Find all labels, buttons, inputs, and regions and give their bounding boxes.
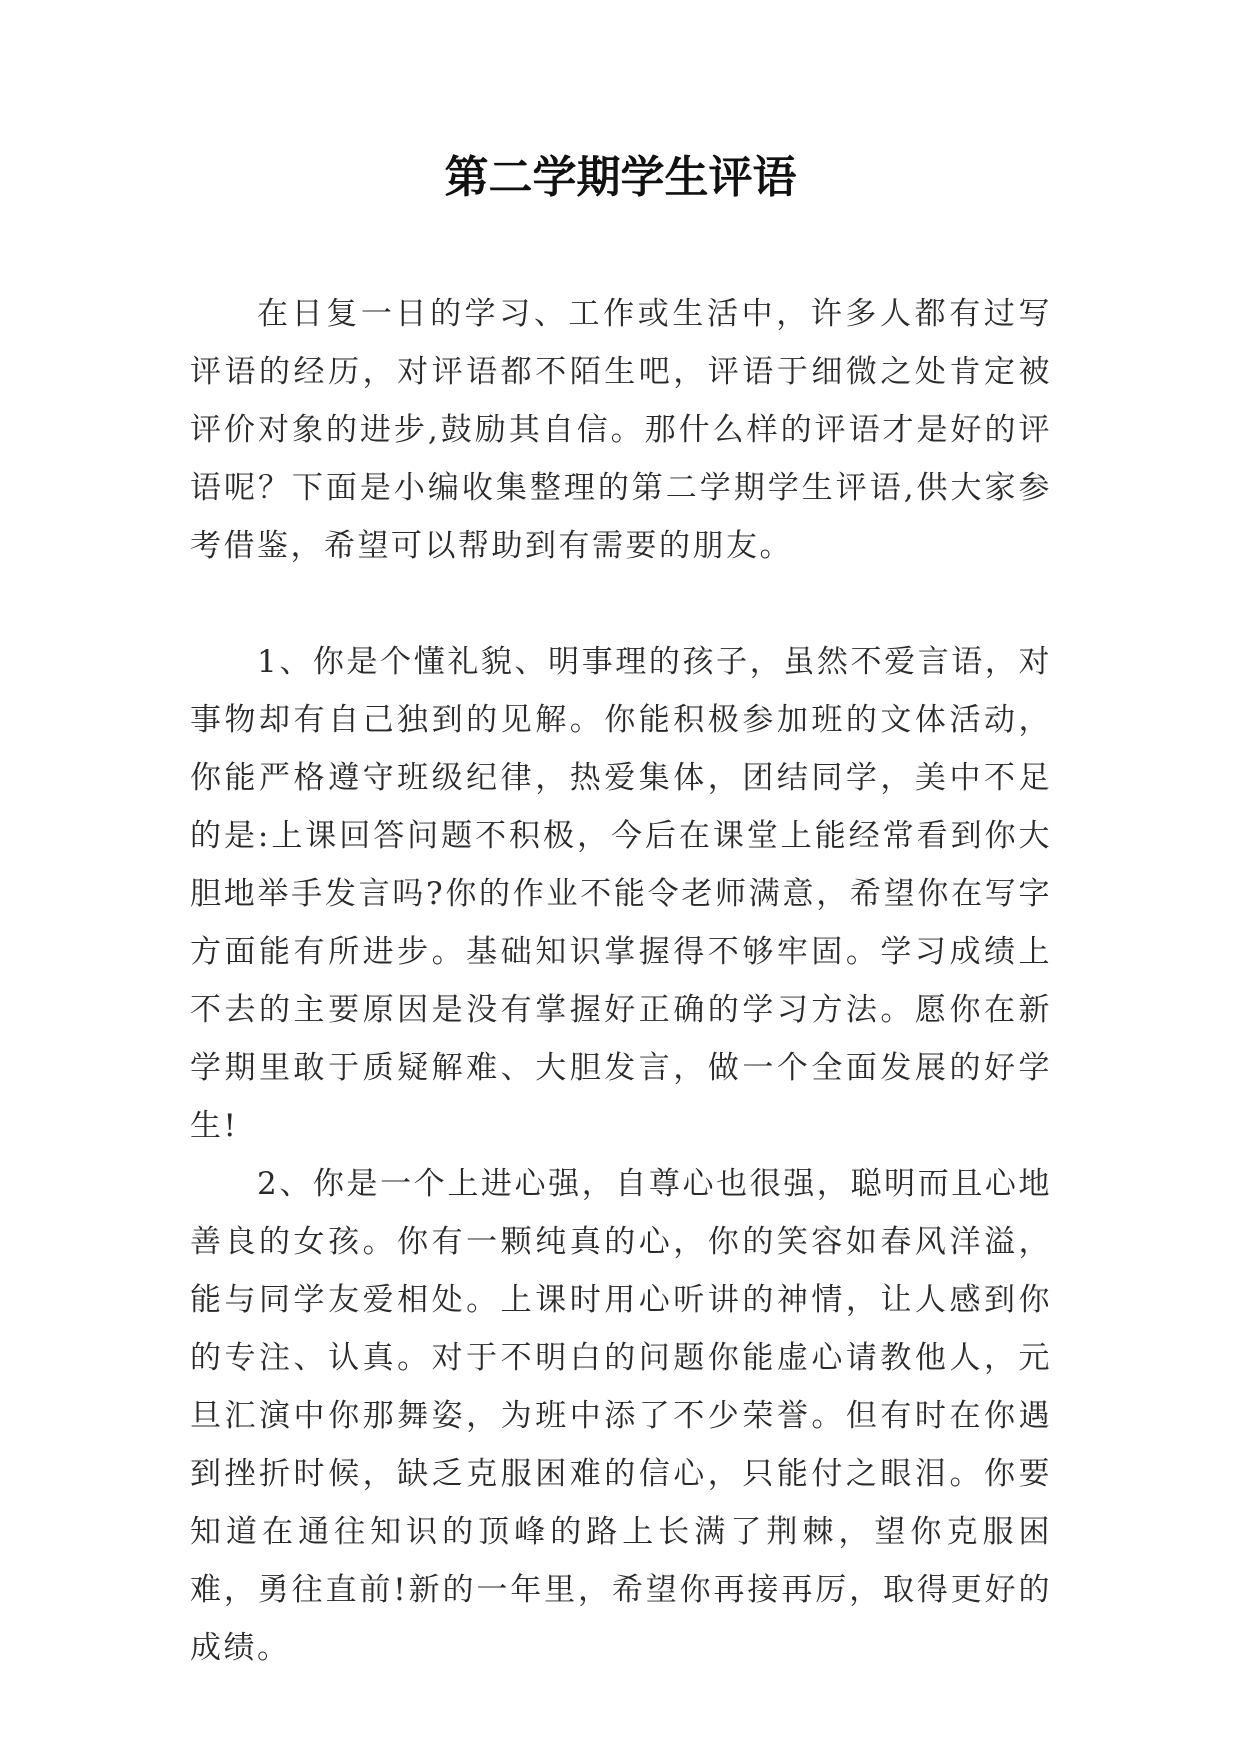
- intro-section: [190, 285, 1052, 575]
- comment-paragraph-2: 2、你是一个上进心强，自尊心也很强，聪明而且心地善良的女孩。你有一颗纯真的心，你的笑容如春风洋溢，能与同学友爱相处。上课时用心听讲的神情，让人感到你的专注、认真。对于不明白的问题你能虚心请教他人，元旦汇演中你那舞姿，为班中添了不少荣誉。但有时在你遇到挫折时候，缺乏克服困难的信心，只能付之眼泪。你要知道在通往知识的顶峰的路上长满了荆棘，望你克服困难，勇往直前!新的一年里，希望你再接再厉，取得更好的成绩。: [190, 1166, 1052, 1666]
- comment-paragraph-1: 1、你是个懂礼貌、明事理的孩子，虽然不爱言语，对事物却有自己独到的见解。你能积极参加班的文体活动，你能严格遵守班级纪律，热爱集体，团结同学，美中不足的是:上课回答问题不积极，今后在课堂上能经常看到你大胆地举手发言吗?你的作业不能令老师满意，希望你在写字方面能有所进步。基础知识掌握得不够牢固。学习成绩上不去的主要原因是没有掌握好正确的学习方法。愿你在新学期里敢于质疑解难、大胆发言，做一个全面发展的好学生!: [190, 644, 1052, 1144]
- document-title: 第二学期学生评语: [444, 152, 797, 203]
- intro-paragraph: 在日复一日的学习、工作或生活中，许多人都有过写评语的经历，对评语都不陌生吧，评语于细微之处肯定被评价对象的进步,鼓励其自信。那什么样的评语才是好的评语呢？下面是小编收集整理的第二学期学生评语,供大家参考借鉴，希望可以帮助到有需要的朋友。: [190, 296, 1052, 564]
- comments-section: [190, 633, 1052, 1677]
